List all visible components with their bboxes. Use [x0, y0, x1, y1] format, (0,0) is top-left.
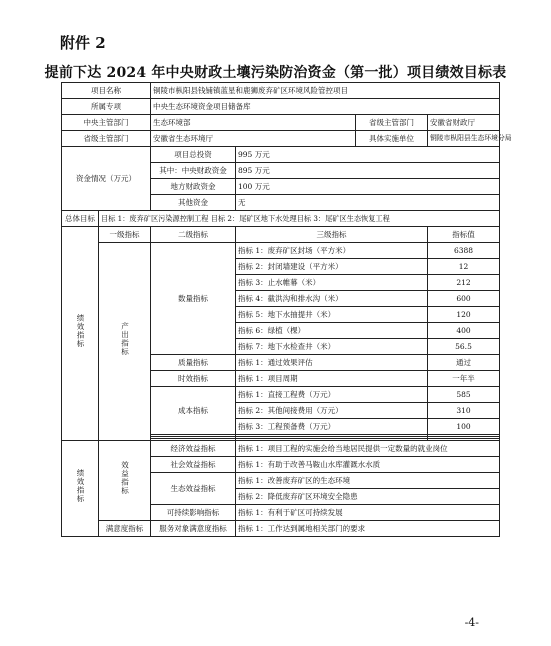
sustain-item: 指标 1：有利于矿区可持续发展 [236, 505, 500, 521]
row-local-dept [62, 131, 500, 147]
label-overall-goal: 总体目标 [62, 211, 99, 227]
row-special [62, 99, 500, 115]
satisfaction-item: 指标 1：工作达到属地相关部门的要求 [236, 521, 500, 537]
funds-label-other: 其他资金 [151, 195, 236, 211]
label-local-dept: 省级主管部门 [62, 131, 151, 147]
label-output-indicators: 产出指标 [99, 243, 151, 441]
header-level1: 一级指标 [99, 227, 151, 243]
row-goal [62, 211, 500, 227]
value-special: 中央生态环境资金项目储备库 [151, 99, 500, 115]
row-project-name [62, 83, 500, 99]
quality-value: 通过 [428, 355, 500, 371]
quality-item: 指标 1：通过效果评估 [236, 355, 428, 371]
quantity-value: 600 [428, 291, 500, 307]
funds-value-central: 895 万元 [236, 163, 500, 179]
value-overall-goal: 目标 1：废弃矿区污染源控制工程 目标 2：尾矿区地下水处理目标 3：尾矿区生态恢复工程 [99, 211, 500, 227]
cost-item: 指标 2：其他间接费用（万元） [236, 403, 428, 419]
performance-table [61, 82, 512, 537]
quantity-value: 120 [428, 307, 500, 323]
attachment-label: 附件 2 [60, 34, 106, 52]
label-cost: 成本指标 [151, 387, 236, 435]
cost-value: 585 [428, 387, 500, 403]
cost-value: 100 [428, 419, 500, 435]
quantity-item: 指标 5：地下水抽提井（米） [236, 307, 428, 323]
value-project-name: 铜陵市枞阳县钱铺镇蓝星和鹿狮废弃矿区环境风险管控项目 [151, 83, 500, 99]
header-level2: 二级指标 [151, 227, 236, 243]
value-local-dept: 安徽省生态环境厅 [151, 131, 356, 147]
label-social: 社会效益指标 [151, 457, 236, 473]
eco-item: 指标 2：降低废弃矿区环境安全隐患 [236, 489, 500, 505]
quantity-item: 指标 1：废弃矿区封场（平方米） [236, 243, 428, 259]
label-special: 所属专项 [62, 99, 151, 115]
label-satisfaction-indicators: 满意度指标 [99, 521, 151, 537]
value-provincial-dept: 安徽省财政厅 [428, 115, 500, 131]
label-benefit-indicators: 效益指标 [99, 441, 151, 521]
label-provincial-dept: 省级主管部门 [356, 115, 428, 131]
social-item: 指标 1：有助于改善马鞍山水库灌溉水水质 [236, 457, 500, 473]
quantity-value: 6388 [428, 243, 500, 259]
label-project-name: 项目名称 [62, 83, 151, 99]
quantity-value: 12 [428, 259, 500, 275]
row-funds-1 [62, 147, 500, 163]
label-funds: 资金情况（万元） [62, 147, 151, 211]
funds-value-other: 无 [236, 195, 500, 211]
label-economic: 经济效益指标 [151, 441, 236, 457]
funds-value-local: 100 万元 [236, 179, 500, 195]
label-perf-indicators-2: 绩效指标 [62, 441, 99, 537]
quantity-item: 指标 4：截洪沟和排水沟（米） [236, 291, 428, 307]
funds-label-total: 项目总投资 [151, 147, 236, 163]
funds-value-total: 995 万元 [236, 147, 500, 163]
label-sustain: 可持续影响指标 [151, 505, 236, 521]
economic-item: 指标 1：项目工程的实施会给当地居民提供一定数量的就业岗位 [236, 441, 500, 457]
quantity-item: 指标 6：绿植（棵） [236, 323, 428, 339]
label-eco: 生态效益指标 [151, 473, 236, 505]
header-value: 指标值 [428, 227, 500, 243]
table-row [62, 521, 500, 537]
label-quality: 质量指标 [151, 355, 236, 371]
label-implementer: 具体实施单位 [356, 131, 428, 147]
document-title: 提前下达 2024 年中央财政土壤污染防治资金（第一批）项目绩效目标表 [44, 65, 507, 81]
quantity-item: 指标 2：封闭墙建设（平方米） [236, 259, 428, 275]
cost-item: 指标 1：直接工程费（万元） [236, 387, 428, 403]
quantity-item: 指标 7：地下水检查井（米） [236, 339, 428, 355]
quantity-value: 400 [428, 323, 500, 339]
label-central-dept: 中央主管部门 [62, 115, 151, 131]
time-value: 一年半 [428, 371, 500, 387]
header-level3: 三级指标 [236, 227, 428, 243]
page-number: -4- [464, 616, 479, 629]
row-central-dept [62, 115, 500, 131]
quantity-value: 212 [428, 275, 500, 291]
table-row [62, 441, 500, 457]
funds-label-local: 地方财政资金 [151, 179, 236, 195]
eco-item: 指标 1：改善废弃矿区的生态环境 [236, 473, 500, 489]
cost-item: 指标 3：工程预备费（万元） [236, 419, 428, 435]
label-service-satisfaction: 服务对象满意度指标 [151, 521, 236, 537]
value-central-dept: 生态环境部 [151, 115, 356, 131]
table-row [62, 243, 500, 259]
cost-value: 310 [428, 403, 500, 419]
funds-label-central: 其中：中央财政资金 [151, 163, 236, 179]
quantity-value: 56.5 [428, 339, 500, 355]
row-indicator-header [62, 227, 500, 243]
label-perf-indicators-1: 绩效指标 [62, 227, 99, 441]
quantity-item: 指标 3：止水帷幕（米） [236, 275, 428, 291]
time-item: 指标 1：项目周期 [236, 371, 428, 387]
label-time: 时效指标 [151, 371, 236, 387]
value-implementer: 铜陵市枞阳县生态环境分局 [428, 131, 500, 147]
label-quantity: 数量指标 [151, 243, 236, 355]
